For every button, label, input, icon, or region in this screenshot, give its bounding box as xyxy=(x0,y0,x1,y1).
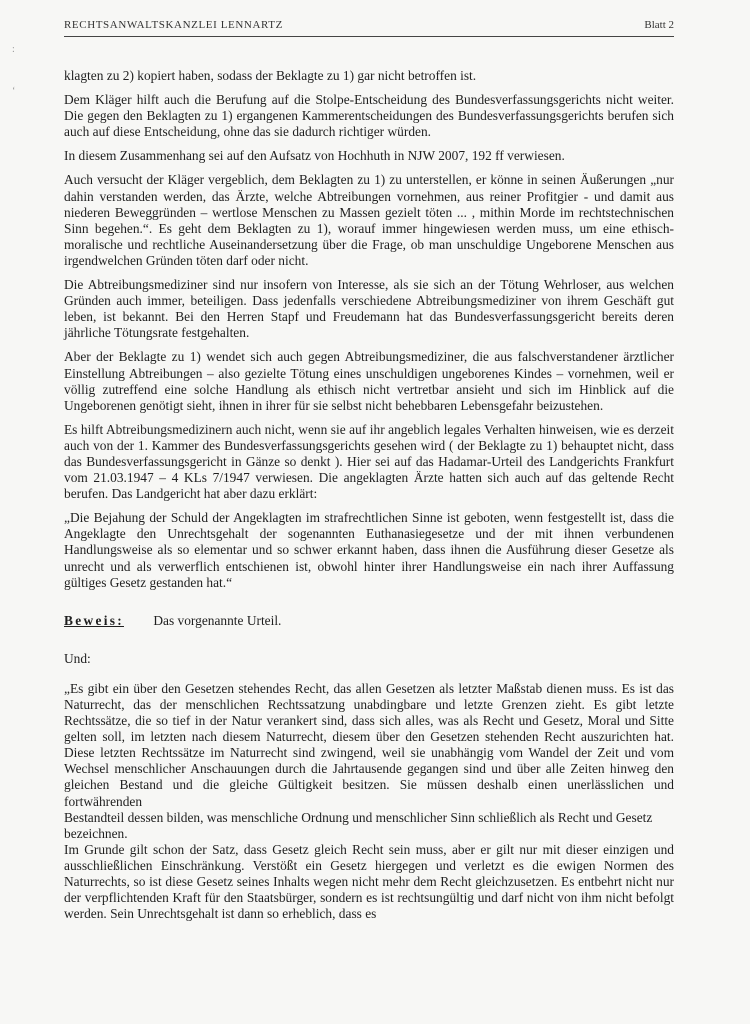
evidence-text: Das vorgenannte Urteil. xyxy=(153,612,282,628)
naturrecht-quote: „Es gibt ein über den Gesetzen stehendes Recht, das allen Gesetzen als letzter Maßstab dienen muss. Es ist das Naturrecht, das der menschlichen Rechtssatzung unabdingbare und letzte Grenzen zieht. Es gibt letzte Rechtssätze, die so tief in der Natur verankert sind, dass sich alles, was als Recht und Gesetz, Moral und Sitte gelten soll, im letzten nach diesem Naturrecht, diesem über den Gesetzen stehenden Recht auszurichten hat. Diese letzten Rechtssätze im Naturrecht sind zwingend, weil sie unabhängig vom Wandel der Zeit und vom Wechsel menschlicher Anschauungen durch die Jahrtausende gegangen sind und über alle Zeiten hinweg den gleichen Bestand und die gleiche Gültigkeit besitzen. Sie müssen deshalb einen unerlässlichen und fortwährenden xyxy=(64,680,674,809)
paragraph: Es hilft Abtreibungsmedizinern auch nicht, wenn sie auf ihr angeblich legales Verhalten hinweisen, wie es derzeit auch von der 1. Kammer des Bundesverfassungsgerichts gesehen wird ( der Beklagte zu 1) behauptet nicht, dass das Bundesverfassungsgericht in Gänze so denkt ). Hier sei auf das Hadamar-Urteil des Landgerichts Frankfurt vom 21.03.1947 – 4 KLs 7/1947 verwiesen. Die angeklagten Ärzte hatten sich auch auf das geltende Recht berufen. Das Landgericht hat aber dazu erklärt: xyxy=(64,421,674,502)
naturrecht-quote: Bestandteil dessen bilden, was menschliche Ordnung und menschlicher Sinn schließlich als Recht und Gesetz bezeichnen. xyxy=(64,809,653,841)
document-body xyxy=(64,68,674,922)
paragraph: klagten zu 2) kopiert haben, sodass der Beklagte zu 1) gar nicht betroffen ist. xyxy=(64,68,477,83)
margin-mark: ‘ xyxy=(12,86,16,97)
paragraph: In diesem Zusammenhang sei auf den Aufsatz von Hochhuth in NJW 2007, 192 ff verwiesen. xyxy=(64,148,565,164)
court-quote: „Die Bejahung der Schuld der Angeklagten im strafrechtlichen Sinne ist geboten, wenn festgestellt ist, dass die Angeklagte den Unrechtsgehalt der sogenannten Euthanasiegesetze und der mit ihnen verbundenen Handlungsweise als so elementar und so schwer erkannt haben, dass ihnen die Ausführung dieser Gesetze als unrecht und als verwerflich entschienen ist, obwohl hinter ihrer Handlungsweise ein nach ihrer Auffassung gültiges Gesetz gestanden hat.“ xyxy=(64,510,674,590)
paragraph: Dem Kläger hilft auch die Berufung auf die Stolpe-Entscheidung des Bundesverfassungsgerichts nicht weiter. Die gegen den Beklagten zu 1) ergangenen Kammerentscheidungen des Bundesverfassungsgerichts berufen sich auch auf diese Entscheidung, ohne das sie dadurch richtiger würden. xyxy=(64,92,674,140)
page-number: Blatt 2 xyxy=(644,19,674,31)
und-label: Und: xyxy=(64,650,91,666)
page-header xyxy=(64,16,674,37)
naturrecht-quote: Im Grunde gilt schon der Satz, dass Gesetz gleich Recht sein muss, aber er gilt nur mit dieser einzigen und ausschließlichen Einschränkung. Verstößt ein Gesetz hiergegen und verletzt es die ewigen Normen des Naturrechts, so ist diese Gesetz seines Inhalts wegen nicht mehr dem Recht gleichzusetzen. Es entbehrt nicht nur der verpflichtenden Kraft für den Staatsbürger, sondern es ist rechtsungültig und darf nicht von ihm nicht befolgt werden. Sein Unrechtsgehalt ist dann so erheblich, dass es xyxy=(64,841,674,922)
margin-mark: : xyxy=(12,44,15,55)
firm-name: RECHTSANWALTSKANZLEI LENNARTZ xyxy=(64,19,283,31)
paragraph: Die Abtreibungsmediziner sind nur insofern von Interesse, als sie sich an der Tötung Wehrloser, aus welchen Gründen auch immer, beteiligen. Dass jedenfalls verschiedene Abtreibungsmediziner von ihrem Geschäft gut leben, ist bekannt. Bei den Herren Stapf und Freudemann hat das Bundesverfassungsgericht bereits deren jährliche Tötungsrate festgehalten. xyxy=(64,277,674,341)
paragraph: Auch versucht der Kläger vergeblich, dem Beklagten zu 1) zu unterstellen, er könne in seinen Äußerungen „nur dahin verstanden werden, das Ärzte, welche Abtreibungen vornehmen, aus reiner Profitgier - und damit aus niederen Beweggründen – wertlose Menschen zu Massen gezielt töten ... , mithin Morde im rechtstechnischen Sinn begehen.“. Es geht dem Beklagten zu 1), worauf immer hingewiesen werden muss, um eine ethisch-moralische und rechtliche Auseinandersetzung über die Frage, ob man unschuldige Ungeborene Menschen aus irgendwelchen Gründen töten darf oder nicht. xyxy=(64,172,674,268)
evidence-label: Beweis: xyxy=(64,612,124,628)
paragraph: Aber der Beklagte zu 1) wendet sich auch gegen Abtreibungsmediziner, die aus falschverstandener ärztlicher Einstellung Abtreibungen – also gezielte Tötung eines unschuldigen ungeborenes Kindes – vornehmen, weil er völlig zutreffend eine solche Handlung als ethisch nicht vertretbar ansieht und sich im Hinblick auf die Ungeborenen genötigt sieht, ihnen in ihrer für sie selbst nicht behebbaren Lebensgefahr beizustehen. xyxy=(64,349,674,413)
evidence-line xyxy=(64,613,674,629)
